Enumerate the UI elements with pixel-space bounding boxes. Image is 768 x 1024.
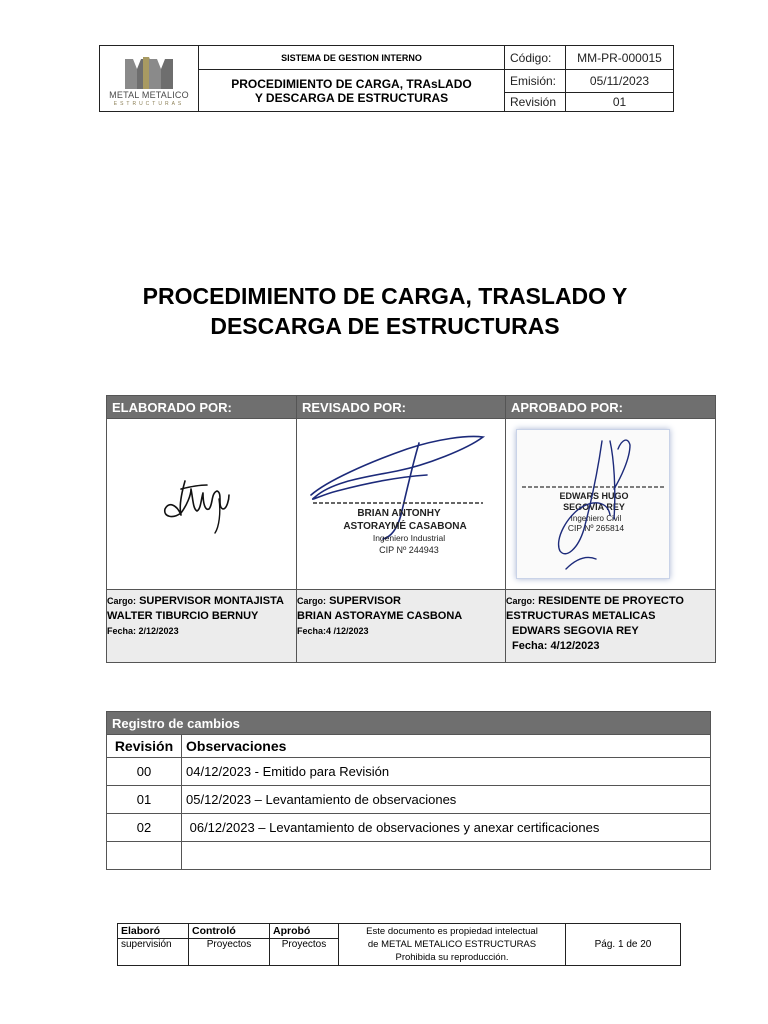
code-label: Código: (505, 46, 566, 70)
approver-stamp-line-3: Ingeniero Civil (570, 514, 622, 523)
reviewer-stamp-line-4: CIP Nº 244943 (379, 545, 439, 555)
info-approved (506, 590, 716, 663)
date-label: Fecha: (107, 626, 137, 636)
page-number: Pág. 1 de 20 (566, 924, 681, 966)
approvals-table (106, 395, 716, 663)
footer-value-approved: Proyectos (270, 939, 339, 966)
header-elaborated: ELABORADO POR: (107, 396, 297, 419)
system-name: SISTEMA DE GESTION INTERNO (199, 46, 505, 70)
table-row (107, 814, 711, 842)
logo-subtext: ESTRUCTURAS (113, 100, 185, 107)
reviewer-stamp-line-3: Ingeniero Industrial (372, 533, 446, 543)
cargo-label: Cargo: (297, 596, 326, 606)
cargo-value: RESIDENTE DE PROYECTO (538, 595, 684, 607)
change-log-table (106, 711, 711, 870)
cargo-value: SUPERVISOR MONTAJISTA (139, 595, 284, 607)
column-header-revision: Revisión (107, 735, 182, 758)
reviewer-stamp-line-1: BRIAN ANTONHY (357, 508, 441, 519)
mm-logo-icon (123, 55, 175, 89)
signature-with-stamp-icon (297, 419, 500, 589)
signature-elaborated (107, 419, 297, 590)
footer-label-controlled: Controló (189, 924, 270, 939)
footer-note (339, 924, 566, 966)
revision-cell: 00 (107, 758, 182, 786)
footer-note-line-2: de METAL METALICO ESTRUCTURAS (367, 939, 537, 950)
footer-value-controlled: Proyectos (189, 939, 270, 966)
document-title (60, 281, 710, 341)
cargo-value: SUPERVISOR (329, 595, 401, 607)
observation-cell (182, 842, 711, 870)
signature-reviewed (297, 419, 506, 590)
footer-value-elaborated: supervisión (118, 939, 189, 966)
date-label: Fecha: (512, 640, 548, 652)
procedure-line-2: Y DESCARGA DE ESTRUCTURAS (254, 90, 449, 105)
document-header (99, 45, 674, 112)
approver-stamp-line-4: CIP Nº 265814 (567, 523, 625, 533)
header-approved: APROBADO POR: (506, 396, 716, 419)
footer-note-line-1: Este documento es propiedad intelectual (366, 926, 538, 937)
approver-stamp-line-1: EDWARS HUGO (559, 491, 629, 501)
cargo-value-line-2: ESTRUCTURAS METALICAS (506, 610, 656, 622)
procedure-name (199, 70, 505, 112)
column-header-observations: Observaciones (182, 735, 711, 758)
table-row (107, 786, 711, 814)
cargo-label: Cargo: (506, 596, 535, 606)
approver-stamp-line-2: SEGOVIA REY (563, 502, 625, 512)
table-row (107, 758, 711, 786)
footer-label-approved: Aprobó (270, 924, 339, 939)
signature-approved (506, 419, 716, 590)
date-value: 4 /12/2023 (326, 626, 369, 636)
date-value: 4/12/2023 (550, 640, 600, 652)
revision-label: Revisión (505, 92, 566, 111)
info-reviewed (297, 590, 506, 663)
person-name: WALTER TIBURCIO BERNUY (107, 610, 259, 622)
observation-cell: 05/12/2023 – Levantamiento de observaciones (182, 786, 711, 814)
observation-cell: 04/12/2023 - Emitido para Revisión (182, 758, 711, 786)
code-value: MM-PR-000015 (566, 46, 674, 70)
revision-cell (107, 842, 182, 870)
date-label: Fecha: (297, 626, 327, 636)
reviewer-stamp-line-2: ASTORAYMÉ CASABONA (343, 521, 467, 532)
person-name: EDWARS SEGOVIA REY (512, 625, 639, 637)
handwritten-signature-icon (107, 419, 291, 589)
logo-text: METAL METALICO (109, 89, 189, 100)
issue-value: 05/11/2023 (566, 70, 674, 93)
document-footer (117, 923, 681, 966)
change-log-title: Registro de cambios (107, 712, 711, 735)
company-logo (100, 46, 199, 112)
header-reviewed: REVISADO POR: (297, 396, 506, 419)
footer-label-elaborated: Elaboró (118, 924, 189, 939)
observation-cell: 06/12/2023 – Levantamiento de observaciones y anexar certificaciones (182, 814, 711, 842)
cargo-label: Cargo: (107, 596, 136, 606)
revision-cell: 02 (107, 814, 182, 842)
date-value: 2/12/2023 (138, 626, 179, 636)
person-name: BRIAN ASTORAYME CASBONA (297, 610, 463, 622)
title-line-1: PROCEDIMIENTO DE CARGA, TRASLADO Y (142, 283, 628, 309)
issue-label: Emisión: (505, 70, 566, 93)
revision-value: 01 (566, 92, 674, 111)
table-row (107, 842, 711, 870)
info-elaborated (107, 590, 297, 663)
title-line-2: DESCARGA DE ESTRUCTURAS (210, 313, 560, 339)
revision-cell: 01 (107, 786, 182, 814)
signature-with-stamp-icon (506, 419, 696, 589)
footer-note-line-3: Prohibida su reproducción. (395, 952, 509, 963)
procedure-line-1: PROCEDIMIENTO DE CARGA, TRAsLADO (231, 76, 472, 91)
